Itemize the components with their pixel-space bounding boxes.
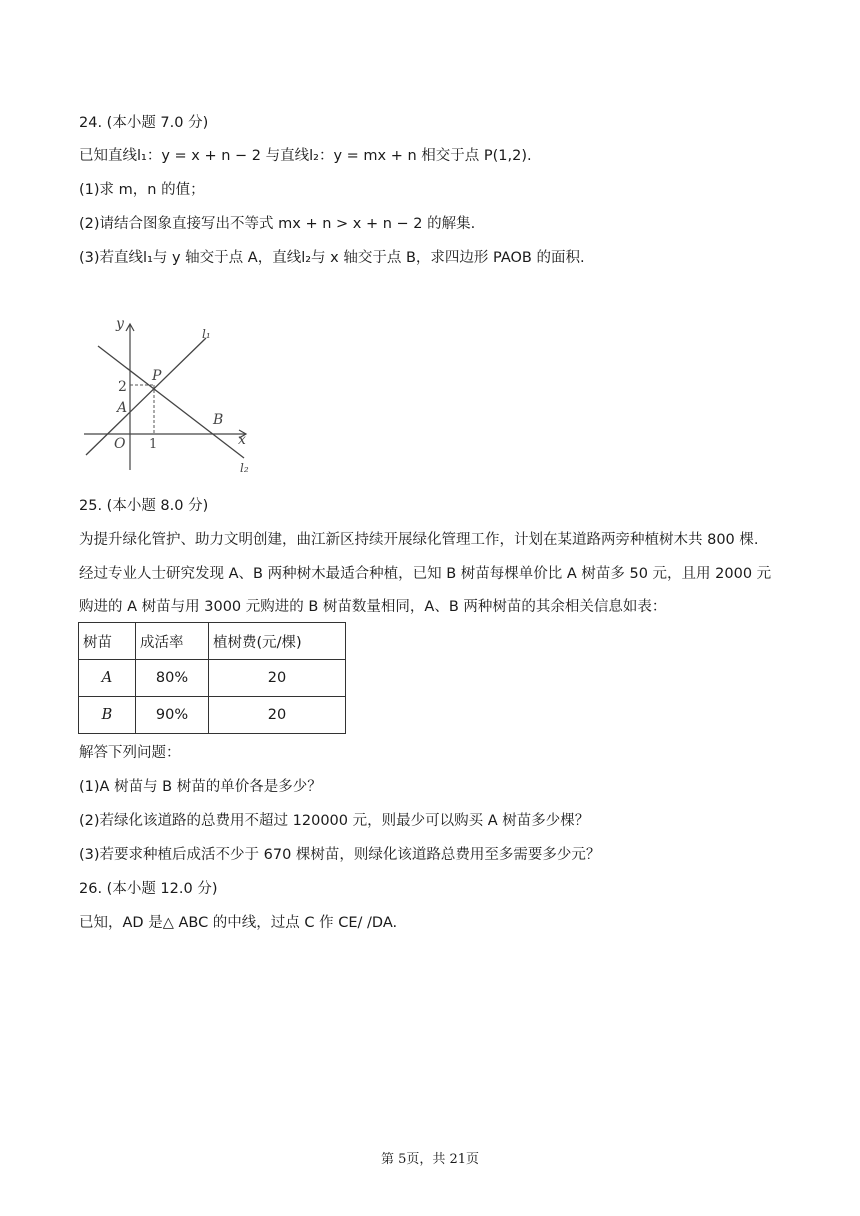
table-header-row [79, 623, 346, 660]
coordinate-graph [76, 310, 256, 480]
q25-part2: (2)若绿化该道路的总费用不超过 120000 元，则最少可以购买 A 树苗多少棵？ [79, 813, 590, 829]
table-header: 成活率 [136, 623, 209, 660]
label-p: P [152, 368, 162, 384]
table-cell: 20 [209, 660, 346, 697]
table-cell: 20 [209, 697, 346, 734]
label-b: B [213, 412, 224, 428]
q26-heading: 26. (本小题 12.0 分) [79, 881, 218, 897]
q24-part2: (2)请结合图象直接写出不等式 mx + n > x + n − 2 的解集. [79, 216, 476, 232]
q25-answer-prompt: 解答下列问题： [79, 745, 181, 761]
table-row [79, 697, 346, 734]
q24-part1: (1)求 m，n 的值； [79, 182, 205, 198]
q26-stem: 已知，AD 是△ ABC 的中线，过点 C 作 CE/ /DA. [79, 915, 398, 931]
table-cell: 80% [136, 660, 209, 697]
label-a: A [117, 400, 128, 416]
q25-line2: 经过专业人士研究发现 A、B 两种树木最适合种植，已知 B 树苗每棵单价比 A 树苗多 50 元，且用 2000 元 [79, 566, 772, 582]
q25-part3: (3)若要求种植后成活不少于 670 棵树苗，则绿化该道路总费用至多需要多少元？ [79, 847, 601, 863]
q24-part3: (3)若直线l₁与 y 轴交于点 A，直线l₂与 x 轴交于点 B，求四边形 PAOB 的面积. [79, 250, 585, 266]
table-header: 植树费(元/棵) [209, 623, 346, 660]
q24-heading: 24. (本小题 7.0 分) [79, 115, 209, 131]
page-footer: 第 5页，共 21页 [380, 1152, 480, 1167]
q25-line3: 购进的 A 树苗与用 3000 元购进的 B 树苗数量相同，A、B 两种树苗的其余相关信息如表： [79, 599, 667, 615]
label-l1: l₁ [202, 327, 211, 341]
table-cell: A [79, 660, 136, 697]
tree-info-table [78, 622, 346, 734]
label-x: x [238, 432, 246, 448]
label-l2: l₂ [240, 461, 249, 475]
tick-1: 1 [149, 437, 158, 452]
table-row [79, 660, 346, 697]
table-cell: 90% [136, 697, 209, 734]
q25-part1: (1)A 树苗与 B 树苗的单价各是多少？ [79, 779, 322, 795]
table-cell: B [79, 697, 136, 734]
q25-heading: 25. (本小题 8.0 分) [79, 498, 209, 514]
label-o: O [114, 436, 126, 452]
line-l1 [86, 338, 206, 455]
label-y: y [116, 316, 124, 332]
tick-2: 2 [118, 379, 127, 395]
q24-stem: 已知直线l₁：y = x + n − 2 与直线l₂：y = mx + n 相交于点 P(1,2). [79, 148, 532, 164]
q25-line1: 为提升绿化管护、助力文明创建，曲江新区持续开展绿化管理工作，计划在某道路两旁种植树木共 800 棵. [79, 532, 759, 548]
table-header: 树苗 [79, 623, 136, 660]
